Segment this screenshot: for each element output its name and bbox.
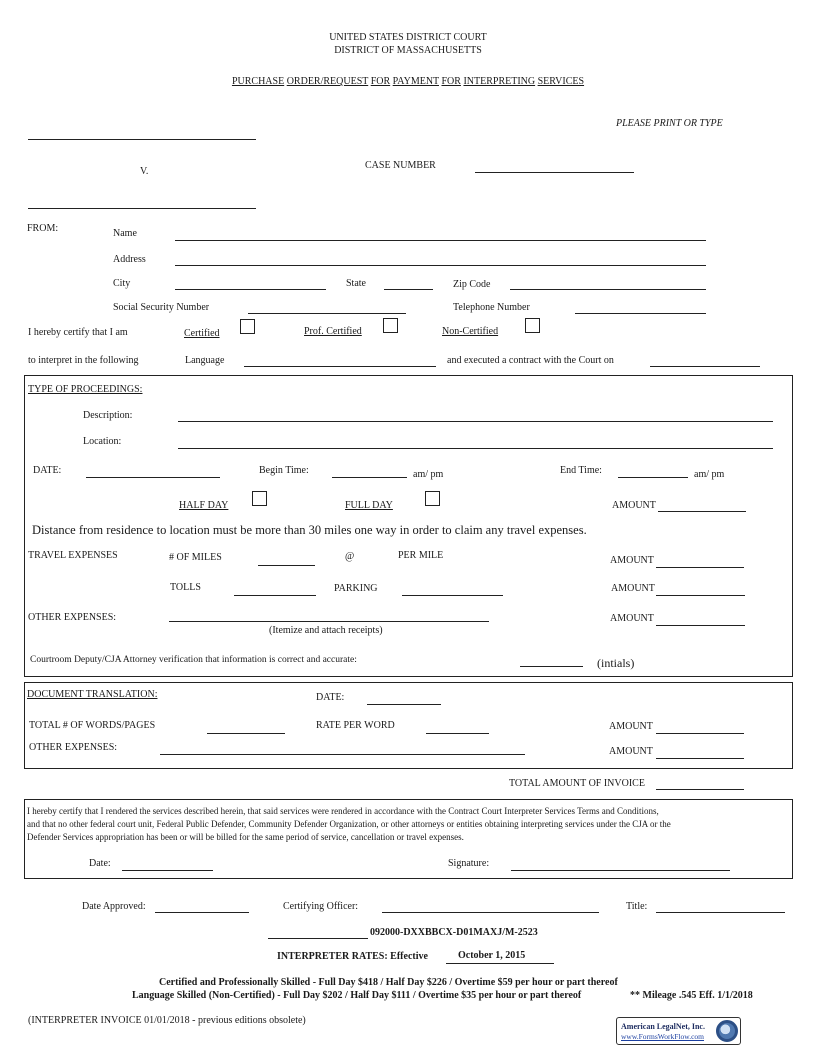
ssn-field[interactable] (248, 313, 406, 314)
end-time-label: End Time: (560, 465, 602, 476)
rate-per-word-label: RATE PER WORD (316, 720, 395, 731)
translation-amount-label: AMOUNT (609, 721, 653, 732)
travel-amount-label: AMOUNT (610, 555, 654, 566)
case-number-field[interactable] (475, 172, 634, 173)
initials-field[interactable] (520, 666, 583, 667)
initials-label: (intials) (597, 656, 635, 670)
prof-certified-label: Prof. Certified (304, 326, 362, 337)
proceeding-date-label: DATE: (33, 465, 62, 476)
phone-field[interactable] (575, 313, 706, 314)
address-field[interactable] (175, 265, 706, 266)
non-certified-checkbox[interactable] (525, 318, 540, 333)
title-label: Title: (626, 901, 648, 912)
form-title (0, 77, 816, 87)
parking-label: PARKING (334, 583, 378, 594)
address-label: Address (113, 254, 146, 265)
zip-field[interactable] (510, 289, 706, 290)
certified-checkbox[interactable] (240, 319, 255, 334)
per-mile-label: PER MILE (398, 550, 444, 561)
logo-website: www.FormsWorkFlow.com (621, 1032, 705, 1041)
obligation-number: 092000-DXXBBCX-D01MAXJ/M-2523 (370, 927, 538, 938)
title-word: SERVICES (537, 76, 585, 87)
rates-date-underline (446, 963, 554, 964)
state-field[interactable] (384, 289, 433, 290)
title-word: FOR (441, 76, 461, 87)
print-note: PLEASE PRINT OR TYPE (616, 118, 723, 129)
cert-date-label: Date: (89, 858, 111, 869)
title-word: PURCHASE (231, 76, 285, 87)
tolls-label: TOLLS (170, 582, 201, 593)
total-invoice-field[interactable] (656, 789, 744, 790)
globe-icon (716, 1020, 738, 1042)
non-certified-label: Non-Certified (442, 326, 499, 337)
half-day-checkbox[interactable] (252, 491, 267, 506)
translation-amount-field[interactable] (656, 733, 744, 734)
distance-note: Distance from residence to location must be more than 30 miles one way in order to claim any travel expenses. (32, 523, 587, 537)
certified-rates: Certified and Professionally Skilled - Full Day $418 / Half Day $226 / Overtime $59 per hour or part thereof (159, 977, 618, 988)
other-amount-field[interactable] (656, 625, 745, 626)
language-label: Language (185, 355, 225, 366)
description-field[interactable] (178, 421, 773, 422)
begin-time-label: Begin Time: (259, 465, 309, 476)
date-approved-field[interactable] (155, 912, 249, 913)
interpret-prefix: to interpret in the following (28, 355, 139, 366)
certification-line-1: I hereby certify that I rendered the services described herein, that said services were rendered in accordance with the Contract Court Interpreter Services Terms and Conditions, (27, 806, 659, 816)
certification-line-3: Defender Services appropriation has been or will be billed for the same period of service, cancellation or travel expenses. (27, 832, 464, 842)
half-day-label: HALF DAY (179, 500, 229, 511)
plaintiff-field[interactable] (28, 139, 256, 140)
date-approved-label: Date Approved: (82, 901, 146, 912)
proceeding-date-field[interactable] (86, 477, 220, 478)
zip-label: Zip Code (453, 279, 491, 290)
miles-label: # OF MILES (169, 552, 222, 563)
certifying-officer-field[interactable] (382, 912, 599, 913)
language-skilled-rates: Language Skilled (Non-Certified) - Full Day $202 / Half Day $111 / Overtime $35 per hour or part thereof (132, 990, 582, 1001)
court-name: UNITED STATES DISTRICT COURT (329, 32, 487, 43)
day-amount-label: AMOUNT (612, 500, 656, 511)
title-field[interactable] (656, 912, 785, 913)
other-amount-label: AMOUNT (610, 613, 654, 624)
name-label: Name (113, 228, 137, 239)
translation-other-field[interactable] (160, 754, 525, 755)
translation-date-label: DATE: (316, 692, 345, 703)
location-label: Location: (83, 436, 122, 447)
travel-expenses-label: TRAVEL EXPENSES (28, 550, 118, 561)
ssn-label: Social Security Number (113, 302, 210, 313)
end-time-field[interactable] (618, 477, 688, 478)
rate-per-word-field[interactable] (426, 733, 489, 734)
name-field[interactable] (175, 240, 706, 241)
case-number-label: CASE NUMBER (365, 160, 436, 171)
verification-label: Courtroom Deputy/CJA Attorney verification that information is correct and accurate: (30, 655, 357, 665)
district-name: DISTRICT OF MASSACHUSETTS (334, 45, 482, 56)
city-label: City (113, 278, 131, 289)
translation-title: DOCUMENT TRANSLATION: (27, 689, 158, 700)
total-words-field[interactable] (207, 733, 285, 734)
translation-other-label: OTHER EXPENSES: (29, 742, 118, 753)
tolls-field[interactable] (234, 595, 316, 596)
versus-label: V. (140, 166, 149, 177)
begin-time-field[interactable] (332, 477, 407, 478)
certify-prefix: I hereby certify that I am (28, 327, 128, 338)
state-label: State (346, 278, 366, 289)
begin-am-pm: am/ pm (413, 469, 444, 480)
contract-date-field[interactable] (650, 366, 760, 367)
title-word: PAYMENT (392, 76, 439, 87)
total-invoice-label: TOTAL AMOUNT OF INVOICE (509, 778, 645, 789)
other-expenses-label: OTHER EXPENSES: (28, 612, 117, 623)
at-sign: @ (345, 551, 355, 562)
full-day-label: FULL DAY (345, 500, 393, 511)
contract-label: and executed a contract with the Court on (447, 355, 614, 366)
title-word: INTERPRETING (463, 76, 536, 87)
day-amount-field[interactable] (658, 511, 746, 512)
translation-other-amount-field[interactable] (656, 758, 744, 759)
other-expenses-field[interactable] (169, 621, 489, 622)
certified-label: Certified (184, 328, 220, 339)
publisher-logo (616, 1017, 741, 1045)
phone-label: Telephone Number (453, 302, 530, 313)
miles-field[interactable] (258, 565, 315, 566)
obligation-field[interactable] (268, 938, 368, 939)
city-field[interactable] (175, 289, 326, 290)
tolls-amount-label: AMOUNT (611, 583, 655, 594)
parking-field[interactable] (402, 595, 503, 596)
itemize-note: (Itemize and attach receipts) (269, 625, 383, 636)
logo-company: American LegalNet, Inc. (621, 1022, 705, 1031)
prof-certified-checkbox[interactable] (383, 318, 398, 333)
rates-label: INTERPRETER RATES: Effective (277, 951, 428, 962)
signature-label: Signature: (448, 858, 490, 869)
end-am-pm: am/ pm (694, 469, 725, 480)
from-label: FROM: (27, 223, 59, 234)
certification-line-2: and that no other federal court unit, Federal Public Defender, Community Defender Organization, or other attorneys or entities obtaining interpreting services under the CJA or the (27, 819, 671, 829)
title-word: ORDER/REQUEST (286, 76, 369, 87)
translation-other-amount-label: AMOUNT (609, 746, 653, 757)
proceedings-title: TYPE OF PROCEEDINGS: (28, 384, 143, 395)
language-field[interactable] (244, 366, 436, 367)
mileage-rate: ** Mileage .545 Eff. 1/1/2018 (630, 990, 753, 1001)
signature-field[interactable] (511, 870, 730, 871)
form-id: (INTERPRETER INVOICE 01/01/2018 - previous editions obsolete) (28, 1015, 306, 1026)
certifying-officer-label: Certifying Officer: (283, 901, 359, 912)
title-word: FOR (370, 76, 391, 87)
cert-date-field[interactable] (122, 870, 213, 871)
travel-amount-field[interactable] (656, 567, 744, 568)
rates-effective-date: October 1, 2015 (458, 950, 526, 961)
total-words-label: TOTAL # OF WORDS/PAGES (29, 720, 156, 731)
location-field[interactable] (178, 448, 773, 449)
translation-date-field[interactable] (367, 704, 441, 705)
full-day-checkbox[interactable] (425, 491, 440, 506)
description-label: Description: (83, 410, 133, 421)
tolls-amount-field[interactable] (656, 595, 745, 596)
defendant-field[interactable] (28, 208, 256, 209)
